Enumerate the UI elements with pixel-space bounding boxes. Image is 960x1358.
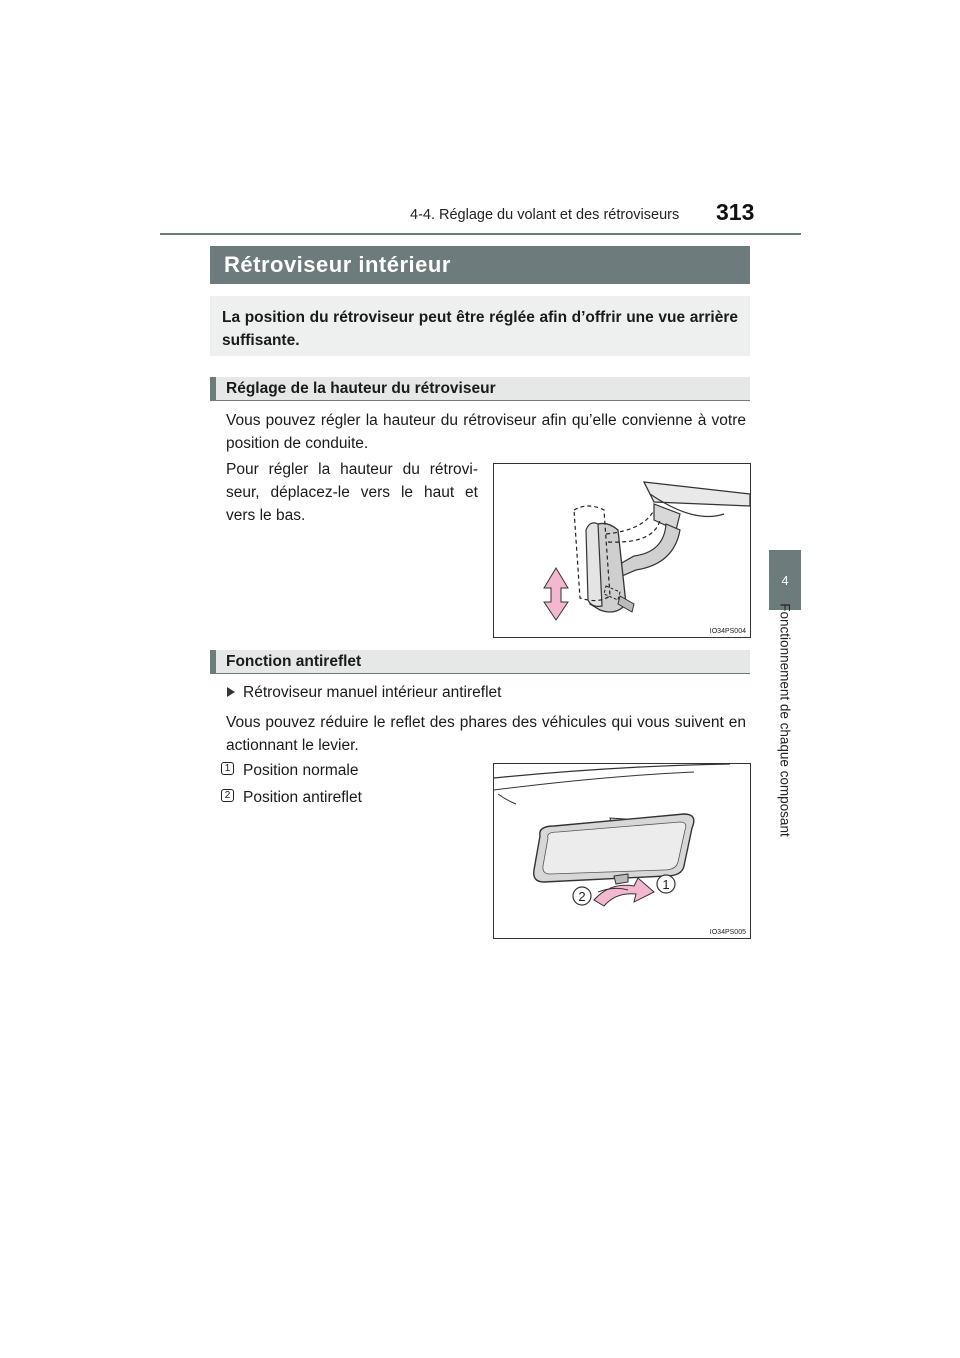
bullet-text: Rétroviseur manuel intérieur antireflet	[243, 684, 502, 701]
antiglare-paragraph: Vous pouvez réduire le reflet des phares des véhicules qui vous suivent en actionnant le levier.	[226, 714, 746, 754]
chapter-title: Fonctionnement de chaque composant	[777, 603, 793, 837]
height-instruction: Pour régler la hauteur du rétrovi-seur, déplacez-le vers le haut et vers le bas.	[226, 461, 478, 524]
page-title: Rétroviseur intérieur	[224, 252, 451, 277]
mirror-antiglare-illustration	[494, 764, 750, 938]
mirror-height-illustration	[494, 464, 750, 637]
intro-box	[210, 296, 750, 356]
item-label-normal: Position normale	[243, 762, 359, 779]
intro-text: La position du rétroviseur peut être réglée afin d’offrir une vue arrière suffisante.	[222, 309, 738, 349]
chapter-number: 4	[781, 572, 789, 588]
callout-1: 1	[662, 877, 670, 892]
figure-mirror-height	[493, 463, 751, 638]
figure-code: IO34PS004	[709, 628, 746, 635]
page-title-bar	[210, 246, 750, 284]
item-number-1: 1	[221, 762, 234, 775]
section-heading-height-text: Réglage de la hauteur du rétroviseur	[226, 380, 496, 397]
section-heading-antiglare-text: Fonction antireflet	[226, 653, 362, 670]
bullet-triangle-icon	[227, 687, 235, 697]
figure-code: IO34PS005	[709, 929, 746, 936]
callout-2: 2	[578, 889, 586, 904]
figure-mirror-antiglare	[493, 763, 751, 939]
section-heading-height	[210, 377, 750, 401]
section-header: 4-4. Réglage du volant et des rétroviseurs	[410, 207, 680, 223]
item-label-antiglare: Position antireflet	[243, 789, 362, 806]
height-paragraph: Vous pouvez régler la hauteur du rétroviseur afin qu’elle convienne à votre position de conduite.	[226, 412, 746, 452]
page-number: 313	[716, 199, 755, 225]
item-number-2: 2	[221, 789, 234, 802]
section-heading-antiglare	[210, 650, 750, 674]
header-rule	[160, 233, 801, 235]
chapter-tab	[769, 550, 801, 610]
